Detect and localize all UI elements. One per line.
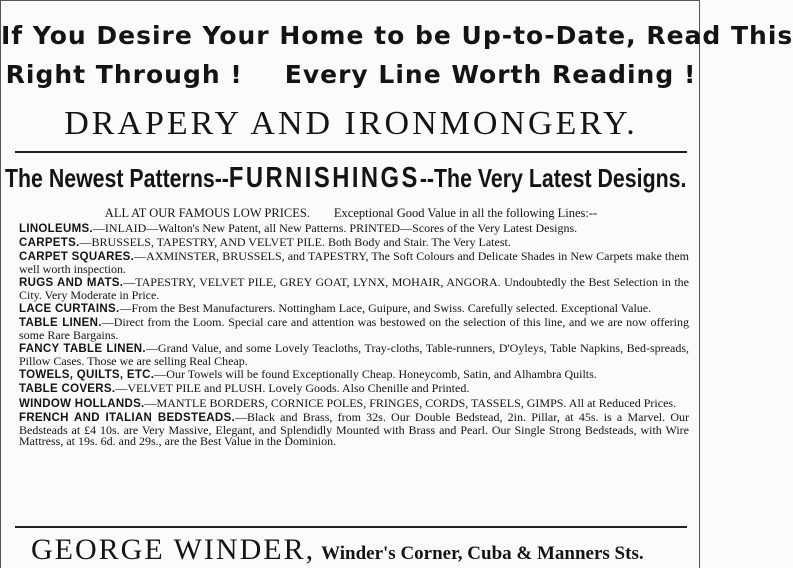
item-heading: CARPET SQUARES. xyxy=(19,251,135,264)
item-heading: TOWELS, QUILTS, ETC. xyxy=(19,369,155,382)
list-item-linoleums xyxy=(19,223,689,236)
item-heading: TABLE LINEN. xyxy=(19,317,102,330)
item-heading: LINOLEUMS. xyxy=(19,223,93,235)
item-text: —BRUSSELS, TAPESTRY, AND VELVET PILE. Both Body and Stair. The Very Latest. xyxy=(79,235,511,250)
list-item-towels-quilts xyxy=(19,369,689,382)
item-text: —MANTLE BORDERS, CORNICE POLES, FRINGES, CORDS, TASSELS, GIMPS. All at Reduced Prices. xyxy=(144,395,677,410)
store-name: GEORGE WINDER, xyxy=(31,533,316,566)
headline-line-1: If You Desire Your Home to be Up-to-Date, Read This xyxy=(1,21,793,50)
list-item-carpets xyxy=(19,237,689,250)
item-heading: TABLE COVERS. xyxy=(19,383,116,396)
item-text: —AXMINSTER, BRUSSELS, and TAPESTRY, The Soft Colours and Delicate Shades in New Carpets make them well worth inspection. xyxy=(19,249,690,277)
subheading-center: FURNISHINGS xyxy=(228,162,420,194)
item-text: —Our Towels will be found Exceptionally Cheap. Honeycomb, Satin, and Alhambra Quilts. xyxy=(154,367,597,382)
item-text: —VELVET PILE and PLUSH. Lovely Goods. Also Chenille and Printed. xyxy=(115,381,470,396)
subheading-right: --The Very Latest Designs. xyxy=(419,163,687,193)
list-item-carpet-squares xyxy=(19,251,689,275)
subheading-left: The Newest Patterns-- xyxy=(5,163,229,193)
intro-line xyxy=(1,206,701,220)
list-item-table-covers xyxy=(19,383,689,396)
item-heading: RUGS AND MATS. xyxy=(19,277,124,290)
list-item-bedsteads xyxy=(19,409,690,449)
list-item-window-hollands xyxy=(19,395,689,411)
divider-rule-bottom xyxy=(15,526,687,528)
headline-right-through: Right Through ! xyxy=(5,60,243,89)
item-text: —Direct from the Loom. Special care and attention was bestowed on the selection of this line, and we are now offering some Rare Bargains. xyxy=(19,315,689,343)
intro-low-prices: ALL AT OUR FAMOUS LOW PRICES. xyxy=(104,206,310,220)
list-item-rugs-and-mats xyxy=(19,277,689,301)
item-text: —INLAID—Walton's New Patent, all New Patterns. PRINTED—Scores of the Very Latest Designs. xyxy=(92,221,578,235)
item-heading: LACE CURTAINS. xyxy=(19,303,120,316)
headline-every-line: Every Line Worth Reading ! xyxy=(284,60,697,89)
divider-rule-top xyxy=(15,151,687,153)
item-heading: WINDOW HOLLANDS. xyxy=(19,397,145,410)
item-heading: FANCY TABLE LINEN. xyxy=(19,343,146,356)
product-list xyxy=(19,223,689,449)
store-address: Winder's Corner, Cuba & Manners Sts. xyxy=(321,543,644,564)
list-item-lace-curtains xyxy=(19,303,689,316)
list-item-fancy-table-linen xyxy=(19,343,689,367)
item-text: —Grand Value, and some Lovely Teacloths, Tray-cloths, Table-runners, D'Oyleys, Table Napkins, Bed-spreads, Pillow Cases. Those we are selling Real Cheap. xyxy=(19,341,689,369)
item-text: —From the Best Manufacturers. Nottingham Lace, Guipure, and Swiss. Carefully selected. Exceptional Value. xyxy=(119,301,652,316)
headline-line-2 xyxy=(1,60,701,90)
list-item-table-linen xyxy=(19,317,689,341)
store-signature xyxy=(31,533,644,567)
intro-good-value: Exceptional Good Value in all the following Lines:-- xyxy=(333,206,598,220)
item-heading: FRENCH AND ITALIAN BEDSTEADS. xyxy=(19,411,235,424)
item-text: —TAPESTRY, VELVET PILE, GREY GOAT, LYNX, MOHAIR, ANGORA. Undoubtedly the Best Selection in the City. Very Moderate in Price. xyxy=(19,275,689,303)
item-text: —Black and Brass, from 32s. Our Double Bedstead, 2in. Pillar, at 45s. is a Marvel. Our Bedsteads at £4 10s. are Very Massive, Elegant, and Splendidly Mounted with Brass and Pearl. Our Single Strong Bedsteads, with Wire Mattress, at 19s. 6d. and 29s., are the Best Value in the Dominion. xyxy=(19,409,690,449)
page-title: DRAPERY AND IRONMONGERY. xyxy=(64,105,638,142)
item-heading: CARPETS. xyxy=(19,237,80,250)
furnishings-subheading xyxy=(5,162,687,198)
